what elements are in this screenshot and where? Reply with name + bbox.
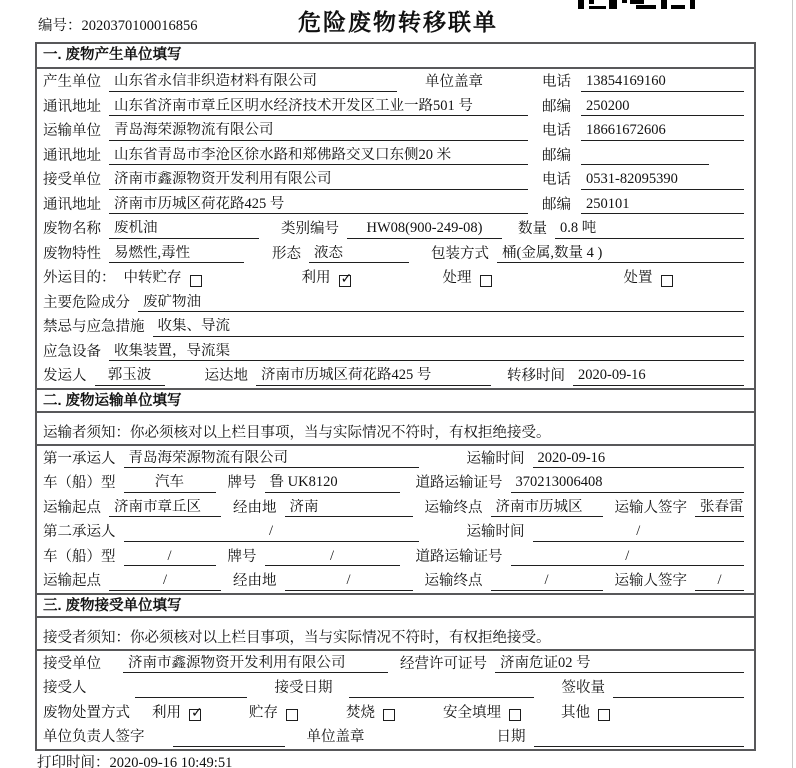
plate-label: 牌号 bbox=[227, 548, 257, 565]
origin-label: 运输起点 bbox=[43, 573, 101, 590]
transport-time-2-value: / bbox=[533, 523, 745, 541]
disposal-option-utilize bbox=[152, 705, 201, 722]
purpose-option-utilize bbox=[302, 270, 351, 287]
disposal-option-label: 焚烧 bbox=[346, 704, 375, 721]
end-label: 运输终点 bbox=[424, 573, 483, 590]
zip-label: 邮编 bbox=[542, 98, 571, 115]
qr-code-fragment bbox=[578, 0, 706, 9]
receiver-address-value: 济南市历城区荷花路425 号 bbox=[109, 196, 528, 214]
plate-value: 鲁 UK8120 bbox=[265, 474, 400, 492]
checkbox-icon bbox=[339, 275, 351, 287]
section1-header: 一. 废物产生单位填写 bbox=[37, 44, 754, 69]
quantity-value: 0.8 吨 bbox=[555, 220, 744, 238]
document-header bbox=[0, 0, 796, 40]
transporter-unit-value: 青岛海荣源物流有限公司 bbox=[109, 122, 528, 140]
acceptor-value bbox=[135, 681, 247, 698]
date-value bbox=[534, 730, 745, 747]
hazard-component-value: 废矿物油 bbox=[138, 294, 744, 312]
serial-value: 2020370100016856 bbox=[81, 18, 198, 34]
waste-name-value: 废机油 bbox=[109, 220, 259, 238]
print-time-label: 打印时间： bbox=[37, 755, 110, 768]
plate-2-value: / bbox=[265, 548, 400, 566]
disposal-option-label: 贮存 bbox=[249, 704, 278, 721]
disposal-option-other bbox=[561, 705, 610, 722]
first-carrier-label: 第一承运人 bbox=[43, 450, 116, 467]
purpose-option-label: 中转贮存 bbox=[123, 270, 182, 287]
taboo-measures-label: 禁忌与应急措施 bbox=[43, 319, 145, 336]
first-carrier-value: 青岛海荣源物流有限公司 bbox=[124, 450, 419, 468]
category-code-label: 类别编号 bbox=[281, 221, 339, 238]
second-carrier-label: 第二承运人 bbox=[43, 524, 116, 541]
taboo-measures-row bbox=[37, 314, 754, 339]
receiver-unit-value: 济南市鑫源物资开发利用有限公司 bbox=[109, 171, 528, 189]
purpose-option-treat bbox=[443, 270, 492, 287]
head-signature-value bbox=[173, 730, 285, 747]
producer-zip-value: 250200 bbox=[581, 98, 744, 116]
date-label: 日期 bbox=[496, 729, 526, 746]
address-label: 通讯地址 bbox=[43, 196, 101, 213]
acceptor-label: 接受人 bbox=[43, 680, 87, 697]
manifest-form bbox=[35, 42, 756, 751]
package-label: 包装方式 bbox=[431, 245, 489, 262]
vehicle-row-1 bbox=[37, 470, 754, 495]
checkbox-icon bbox=[480, 275, 492, 287]
waste-character-value: 易燃性,毒性 bbox=[109, 245, 244, 263]
checkbox-icon bbox=[189, 709, 201, 721]
print-time-value: 2020-09-16 10:49:51 bbox=[109, 755, 233, 768]
receiver-notice: 接受者须知：你必须核对以上栏目事项，当与实际情况不符时，有权拒绝接受。 bbox=[37, 618, 754, 651]
purpose-option-label: 处理 bbox=[442, 270, 472, 287]
via-2-value: / bbox=[285, 572, 413, 590]
vehicle-type-label: 车（船）型 bbox=[43, 475, 116, 492]
disposal-option-label: 利用 bbox=[152, 704, 181, 721]
road-cert-label: 道路运输证号 bbox=[415, 548, 503, 565]
purpose-option-label: 利用 bbox=[301, 270, 331, 287]
origin-label: 运输起点 bbox=[43, 499, 101, 516]
via-value: 济南 bbox=[285, 499, 413, 517]
producer-phone-value: 13854169160 bbox=[581, 73, 744, 91]
producer-unit-label: 产生单位 bbox=[43, 74, 101, 91]
disposal-option-label: 其他 bbox=[561, 704, 590, 721]
sign-qty-value bbox=[613, 681, 744, 698]
producer-unit-row bbox=[37, 69, 754, 94]
form-label: 形态 bbox=[272, 245, 301, 262]
road-cert-label: 道路运输证号 bbox=[415, 475, 503, 492]
sign-qty-label: 签收量 bbox=[561, 680, 605, 697]
receiver-unit-label: 接受单位 bbox=[43, 172, 101, 189]
emergency-equipment-row bbox=[37, 339, 754, 364]
second-carrier-value: / bbox=[124, 523, 419, 541]
transporter-notice: 运输者须知：你必须核对以上栏目事项，当与实际情况不符时，有权拒绝接受。 bbox=[37, 413, 754, 446]
emergency-equipment-value: 收集装置，导流渠 bbox=[109, 343, 744, 361]
receiver-unit-row bbox=[37, 167, 754, 192]
vehicle-type-value: 汽车 bbox=[124, 474, 216, 492]
purpose-label: 外运目的： bbox=[43, 270, 116, 287]
transport-time-label: 运输时间 bbox=[466, 450, 525, 467]
purpose-row bbox=[37, 265, 754, 290]
serial-label: 编号： bbox=[38, 18, 82, 34]
section2-header: 二. 废物运输单位填写 bbox=[37, 388, 754, 413]
producer-unit-value: 山东省永信非织造材料有限公司 bbox=[109, 73, 397, 91]
transporter-phone-value: 18661672606 bbox=[581, 122, 744, 140]
road-cert-2-value: / bbox=[511, 548, 745, 566]
waste-name-label: 废物名称 bbox=[43, 221, 101, 238]
vehicle-type-2-value: / bbox=[124, 548, 216, 566]
transport-time-label: 运输时间 bbox=[466, 524, 525, 541]
shipper-value: 郭玉波 bbox=[95, 367, 165, 385]
second-carrier-row bbox=[37, 519, 754, 544]
checkbox-icon bbox=[661, 275, 673, 287]
disposal-option-incinerate bbox=[346, 705, 395, 722]
zip-label: 邮编 bbox=[542, 147, 571, 164]
plate-label: 牌号 bbox=[227, 475, 257, 492]
package-value: 桶(金属,数量 4 ) bbox=[497, 245, 744, 263]
shipper-label: 发运人 bbox=[43, 368, 87, 385]
carrier-sign-label: 运输人签字 bbox=[614, 499, 687, 516]
hazard-component-label: 主要危险成分 bbox=[43, 294, 130, 311]
checkbox-icon bbox=[286, 709, 298, 721]
license-label: 经营许可证号 bbox=[400, 655, 487, 672]
print-time bbox=[37, 751, 232, 768]
waste-name-row bbox=[37, 216, 754, 241]
hazard-component-row bbox=[37, 290, 754, 315]
emergency-equipment-label: 应急设备 bbox=[43, 343, 101, 360]
document-title: 危险废物转移联单 bbox=[298, 9, 498, 35]
phone-label: 电话 bbox=[542, 172, 571, 189]
transporter-address-value: 山东省青岛市李沧区徐水路和郑佛路交叉口东侧20 米 bbox=[109, 147, 528, 165]
vehicle-type-label: 车（船）型 bbox=[43, 548, 116, 565]
transfer-time-label: 转移时间 bbox=[507, 368, 565, 385]
quantity-label: 数量 bbox=[518, 221, 547, 238]
checkbox-icon bbox=[383, 709, 395, 721]
transporter-zip-value bbox=[581, 148, 709, 165]
checkbox-icon bbox=[190, 275, 202, 287]
end-value: 济南市历城区 bbox=[491, 499, 603, 517]
disposal-option-store bbox=[249, 705, 298, 722]
shipper-row bbox=[37, 363, 754, 388]
accept-date-label: 接受日期 bbox=[274, 680, 333, 697]
purpose-option-label: 处置 bbox=[623, 270, 653, 287]
origin-2-value: / bbox=[109, 572, 221, 590]
unit-seal-label: 单位盖章 bbox=[306, 729, 365, 746]
checkbox-icon bbox=[598, 709, 610, 721]
purpose-option-transfer bbox=[124, 270, 202, 287]
unit-seal-label: 单位盖章 bbox=[425, 74, 483, 91]
form-value: 液态 bbox=[309, 245, 409, 263]
carrier-sign-value: 张春雷 bbox=[695, 499, 744, 517]
route-row-1 bbox=[37, 495, 754, 520]
disposal-option-landfill bbox=[443, 705, 521, 722]
disposal-option-label: 安全填埋 bbox=[443, 704, 501, 721]
route-row-2 bbox=[37, 568, 754, 593]
transporter-address-row bbox=[37, 143, 754, 168]
category-code-value: HW08(900-249-08) bbox=[347, 220, 502, 238]
transfer-time-value: 2020-09-16 bbox=[573, 367, 744, 385]
origin-value: 济南市章丘区 bbox=[109, 499, 221, 517]
receiver-address-row bbox=[37, 192, 754, 217]
page-edge-line bbox=[792, 0, 793, 768]
checkbox-icon bbox=[509, 709, 521, 721]
producer-address-row bbox=[37, 94, 754, 119]
disposal-method-label: 废物处置方式 bbox=[43, 704, 130, 721]
transport-time-value: 2020-09-16 bbox=[533, 450, 745, 468]
purpose-option-dispose bbox=[624, 270, 673, 287]
producer-address-value: 山东省济南市章丘区明水经济技术开发区工业一路501 号 bbox=[109, 98, 528, 116]
accept-unit-row bbox=[37, 651, 754, 676]
end-label: 运输终点 bbox=[424, 499, 483, 516]
receiver-phone-value: 0531-82095390 bbox=[581, 171, 744, 189]
phone-label: 电话 bbox=[542, 74, 571, 91]
first-carrier-row bbox=[37, 446, 754, 471]
destination-label: 运达地 bbox=[204, 368, 248, 385]
zip-label: 邮编 bbox=[542, 196, 571, 213]
vehicle-row-2 bbox=[37, 544, 754, 569]
section3-header: 三. 废物接受单位填写 bbox=[37, 593, 754, 618]
transporter-unit-label: 运输单位 bbox=[43, 123, 101, 140]
phone-label: 电话 bbox=[542, 123, 571, 140]
accept-unit-value: 济南市鑫源物资开发利用有限公司 bbox=[123, 655, 388, 673]
road-cert-value: 370213006408 bbox=[511, 474, 745, 492]
end-2-value: / bbox=[491, 572, 603, 590]
carrier-sign-label: 运输人签字 bbox=[614, 573, 687, 590]
carrier-sign-2-value: / bbox=[695, 572, 744, 590]
waste-character-label: 废物特性 bbox=[43, 245, 101, 262]
disposal-method-row bbox=[37, 700, 754, 725]
accept-unit-label: 接受单位 bbox=[43, 655, 101, 672]
destination-value: 济南市历城区荷花路425 号 bbox=[256, 367, 491, 385]
accept-date-value bbox=[349, 681, 534, 698]
receiver-zip-value: 250101 bbox=[581, 196, 744, 214]
waste-character-row bbox=[37, 241, 754, 266]
via-label: 经由地 bbox=[233, 573, 277, 590]
license-value: 济南危证02 号 bbox=[495, 655, 744, 673]
address-label: 通讯地址 bbox=[43, 147, 101, 164]
taboo-measures-value: 收集、导流 bbox=[153, 318, 745, 336]
head-signature-label: 单位负责人签字 bbox=[43, 729, 145, 746]
via-label: 经由地 bbox=[233, 499, 277, 516]
transporter-unit-row bbox=[37, 118, 754, 143]
address-label: 通讯地址 bbox=[43, 98, 101, 115]
head-signature-row bbox=[37, 724, 754, 749]
acceptor-row bbox=[37, 675, 754, 700]
